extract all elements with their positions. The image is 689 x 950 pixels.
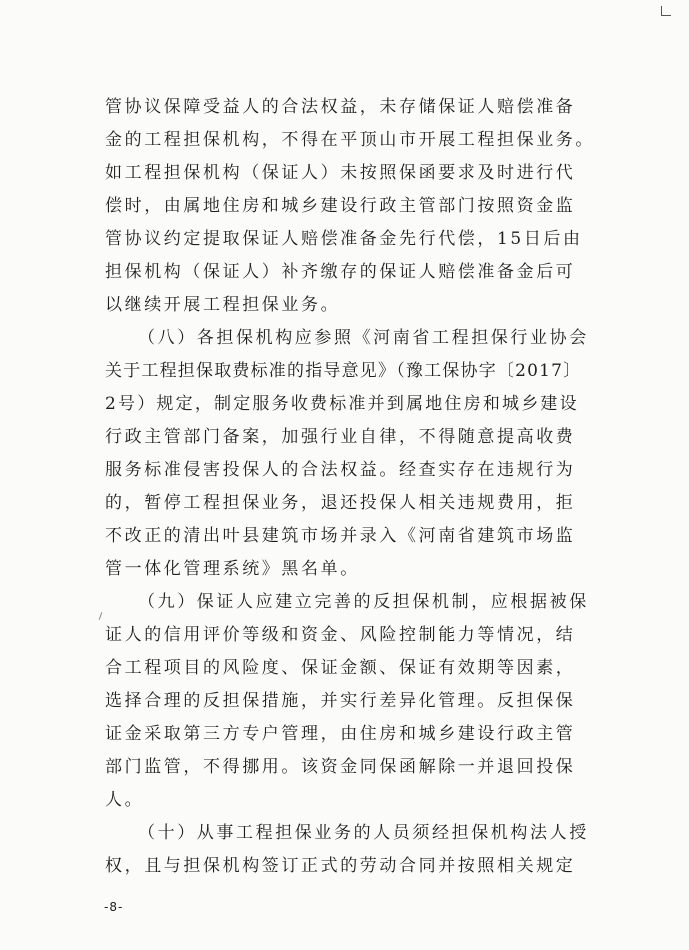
body-line: 证人的信用评价等级和资金、风险控制能力等情况，结 <box>105 625 576 645</box>
body-line: 2号）规定，制定服务收费标准并到属地住房和城乡建设 <box>105 394 579 414</box>
page-number: -8- <box>104 900 124 914</box>
body-line: 权，且与担保机构签订正式的劳动合同并按照相关规定 <box>105 856 576 876</box>
body-line: （八）各担保机构应参照《河南省工程担保行业协会 <box>138 328 589 348</box>
body-line: 选择合理的反担保措施，并实行差异化管理。反担保保 <box>105 691 576 711</box>
body-line: 偿时，由属地住房和城乡建设行政主管部门按照资金监 <box>105 196 576 216</box>
body-line: 如工程担保机构（保证人）未按照保函要求及时进行代 <box>105 163 576 183</box>
body-line: 管协议约定提取保证人赔偿准备金先行代偿，15日后由 <box>105 229 583 249</box>
body-line: 以继续开展工程担保业务。 <box>105 295 341 315</box>
body-line: （九）保证人应建立完善的反担保机制，应根据被保 <box>138 592 589 612</box>
body-line: 不改正的清出叶县建筑市场并录入《河南省建筑市场监 <box>105 526 576 546</box>
body-line: 的，暂停工程担保业务，退还投保人相关违规费用，拒 <box>105 493 576 513</box>
body-line: 金的工程担保机构，不得在平顶山市开展工程担保业务。 <box>105 130 595 150</box>
body-line: 关于工程担保取费标准的指导意见》（豫工保协字〔2017〕 <box>105 361 582 381</box>
scan-stray-mark <box>99 612 103 620</box>
body-line: 证金采取第三方专户管理，由住房和城乡建设行政主管 <box>105 724 576 744</box>
body-line: 服务标准侵害投保人的合法权益。经查实存在违规行为 <box>105 460 576 480</box>
scan-corner-mark <box>661 6 671 16</box>
body-line: （十）从事工程担保业务的人员须经担保机构法人授 <box>138 823 589 843</box>
body-line: 担保机构（保证人）补齐缴存的保证人赔偿准备金后可 <box>105 262 576 282</box>
body-line: 管一体化管理系统》黑名单。 <box>105 559 360 579</box>
body-line: 管协议保障受益人的合法权益，未存储保证人赔偿准备 <box>105 97 576 117</box>
body-line: 部门监管，不得挪用。该资金同保函解除一并退回投保 <box>105 757 576 777</box>
body-line: 合工程项目的风险度、保证金额、保证有效期等因素， <box>105 658 576 678</box>
body-line: 人。 <box>105 790 145 810</box>
body-line: 行政主管部门备案，加强行业自律，不得随意提高收费 <box>105 427 576 447</box>
